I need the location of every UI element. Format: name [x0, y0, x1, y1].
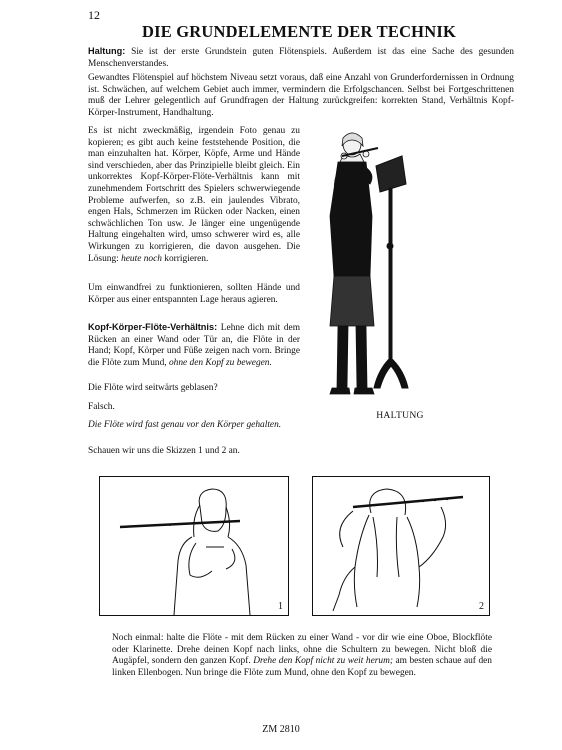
column-text-end: korrigieren.	[161, 253, 209, 264]
question: Die Flöte wird seitwärts geblasen?	[88, 383, 218, 393]
column-text: Es ist nicht zweckmäßig, irgendein Foto genau zu kopieren; es gibt auch keine feststehende Position, die man einzuhalten hat. Körper, Köpfe, Arme und Hände sind verschieden, aber das Prinzipielle bleibt gleich. Ein unkorrektes Kopf-Körper-Flöte-Verhältnis kann mit zunehmendem Fortschritt des Spielers schwerwiegende Probleme aufwerfen, so z.B. ein jaulendes Vibrato, engen Hals, Schmerzen im Rücken oder Nacken, einen schwächlichen Ton usw. Je länger eine ungenügende Haltung eingehalten wird, umso schwerer wird es, alle Wirkungen zu korrigieren, die davon ausgehen. Die Lösung:	[88, 126, 300, 264]
column-italic-3: ohne den Kopf zu bewegen.	[168, 357, 272, 368]
sketch-reference: Schauen wir uns die Skizzen 1 und 2 an.	[88, 446, 240, 456]
page-number: 12	[88, 8, 100, 22]
sketch-2-number: 2	[479, 601, 484, 612]
column-paragraph-1	[88, 126, 300, 265]
italic-statement: Die Flöte wird fast genau vor den Körper gehalten.	[88, 420, 282, 430]
intro-paragraph	[88, 46, 514, 70]
sketch-1-drawing	[100, 477, 288, 615]
illustration-caption: HALTUNG	[376, 410, 424, 421]
flutist-figure	[330, 133, 374, 394]
sketch-1-number: 1	[278, 601, 283, 612]
music-stand	[374, 156, 408, 388]
sketch-2	[312, 476, 490, 616]
paragraph-2: Gewandtes Flötenspiel auf höchstem Niveau setzt voraus, daß eine Anzahl von Grunderfordernissen in Ordnung ist. Schwächen, auf welchem Gebiet auch immer, vermindern die Erfolgschancen. Selbst bei Fortgeschrittenen muß der Lehrer gelegentlich auf Grundfragen der Haltung zurückgreifen: korrekten Stand, Verhältnis Kopf-Körper-Instrument, Handhaltung.	[88, 73, 514, 118]
footer-code: ZM 2810	[262, 724, 300, 735]
bottom-paragraph	[112, 633, 492, 679]
column-paragraph-2: Um einwandfrei zu funktionieren, sollten Hände und Körper aus einer entspannten Lage heraus agieren.	[88, 283, 300, 305]
flutist-illustration	[300, 126, 410, 402]
sketch-2-drawing	[313, 477, 489, 615]
bottom-italic: Drehe den Kopf nicht zu weit herum;	[253, 656, 393, 667]
column-italic: heute noch	[121, 253, 162, 264]
page-title: DIE GRUNDELEMENTE DER TECHNIK	[141, 22, 456, 41]
column-text-3: Lehne dich mit dem Rücken an einer Wand oder Tür an, die Flöte in der Hand; Kopf, Körper und Füße zeigen nach vorn. Bringe die Flöte zum Mund,	[88, 323, 300, 368]
intro-text: Sie ist der erste Grundstein guten Flötenspiels. Außerdem ist das eine Sache des gesunden Menschenverstandes.	[88, 47, 514, 69]
answer: Falsch.	[88, 402, 115, 412]
column-paragraph-3	[88, 322, 300, 369]
intro-label: Haltung:	[88, 46, 126, 56]
sketch-1	[99, 476, 289, 616]
bottom-text-2: am besten schaue auf den linken Ellenbogen. Nun bringe die Flöte zum Mund, ohne den Kopf zu bewegen.	[112, 656, 492, 678]
bottom-text-1: Noch einmal: halte die Flöte - mit dem Rücken zu einer Wand - vor dir wie eine Oboe, Blockflöte oder Klarinette. Drehe deinen Kopf nach links, ohne die Schultern zu bewegen. Nicht bloß die Augäpfel, sondern den ganzen Kopf.	[112, 633, 492, 667]
column-label: Kopf-Körper-Flöte-Verhältnis:	[88, 322, 218, 332]
